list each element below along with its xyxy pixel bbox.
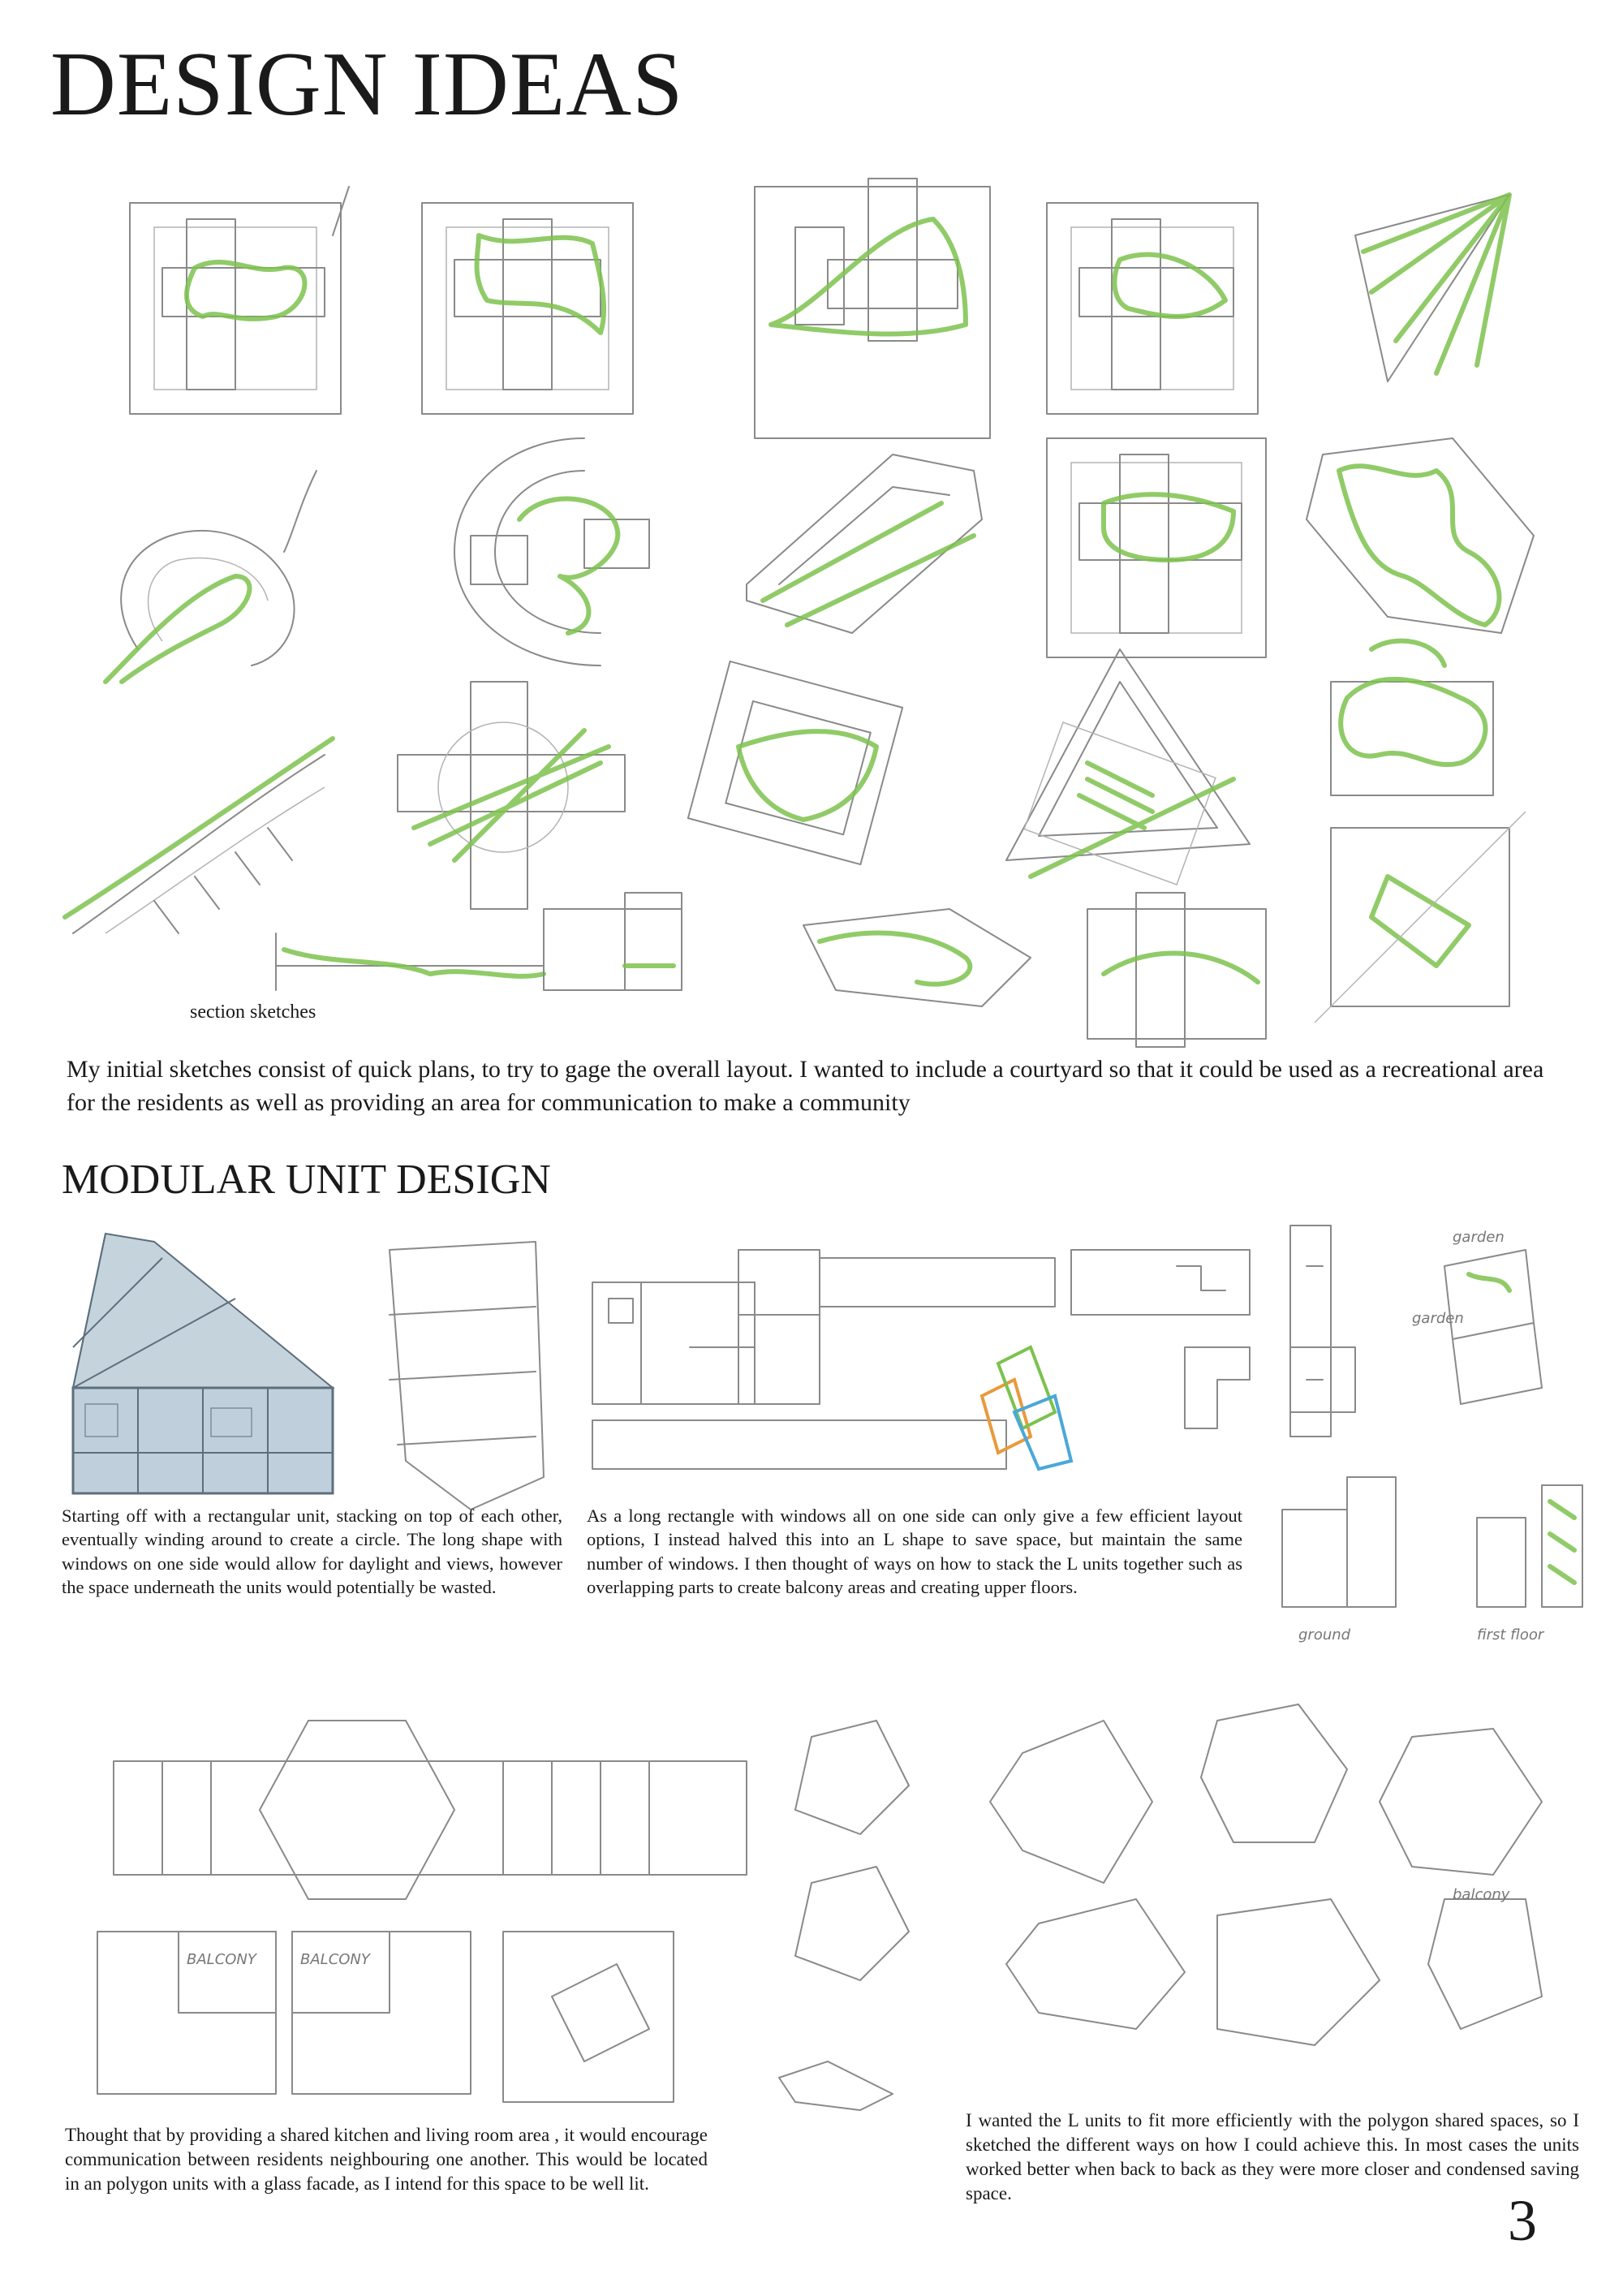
initial-plan-sketches bbox=[0, 0, 1623, 1047]
sketch-plan-6 bbox=[1087, 893, 1266, 1047]
ground-annotation: ground bbox=[1298, 1626, 1351, 1643]
sketch-spiral-1 bbox=[105, 471, 316, 682]
page-title: DESIGN IDEAS bbox=[50, 34, 684, 135]
sketch-angled-plan bbox=[803, 909, 1031, 1006]
l-stack-sketches bbox=[1185, 1347, 1355, 1428]
page-number: 3 bbox=[1508, 2188, 1537, 2253]
ground-floor-sketch bbox=[1282, 1477, 1396, 1643]
paragraph-shared-space: Thought that by providing a shared kitchen and living room area , it would encourage communication between residents neighbouring one another. This would be located in an polygon units with a glass facade, as I intend for this space to be well lit. bbox=[65, 2125, 708, 2194]
sketch-fan bbox=[1355, 195, 1509, 381]
rectangular-unit-fan-diagram bbox=[73, 1234, 333, 1493]
sketch-plan-3 bbox=[755, 179, 990, 438]
elevation-sketch bbox=[1290, 1226, 1331, 1437]
paragraph-l-shape-unit: As a long rectangle with windows all on one side can only give a few efficient layout options, I instead halved this into an L shape to save space, but maintain the same number of windows. I then thought of ways on how to stack the L units together such as overlapping parts to create balcony areas and creating upper floors. bbox=[587, 1506, 1242, 1597]
stacked-units-sketch bbox=[390, 1242, 544, 1510]
sketch-plan-5 bbox=[1047, 438, 1266, 657]
sketch-section-2 bbox=[544, 893, 682, 990]
sketch-diagonal-blob bbox=[1307, 438, 1534, 633]
sketch-cross-plan bbox=[398, 682, 625, 909]
sketch-site-plan bbox=[1315, 812, 1526, 1023]
sketch-blob-plan bbox=[1331, 641, 1493, 795]
section-title-modular: MODULAR UNIT DESIGN bbox=[62, 1157, 551, 1203]
balcony-annotation: BALCONY bbox=[187, 1951, 256, 1968]
garden-annotation: garden bbox=[1453, 1229, 1505, 1246]
balcony-plan-2 bbox=[292, 1932, 471, 2094]
sketch-triangle bbox=[1006, 649, 1250, 885]
garden-stack-sketch bbox=[1412, 1229, 1542, 1404]
unit-floor-plan bbox=[592, 1250, 820, 1404]
polygon-detail-sketch bbox=[503, 1932, 674, 2102]
stacked-l-units-color-diagram bbox=[982, 1347, 1071, 1469]
sketch-section-1 bbox=[276, 933, 544, 990]
first-floor-annotation: first floor bbox=[1477, 1626, 1544, 1643]
sketch-plan-4 bbox=[1047, 203, 1258, 414]
sketch-spiral-2 bbox=[454, 438, 649, 666]
section-sketches-caption: section sketches bbox=[190, 1002, 316, 1023]
modular-unit-illustrations bbox=[0, 1217, 1623, 1672]
balcony-small-annotation: balcony bbox=[1453, 1886, 1510, 1903]
sketch-plan-1 bbox=[130, 187, 349, 414]
paragraph-polygon-units: I wanted the L units to fit more efficiently with the polygon shared spaces, so I sketched the different ways on how I could achieve this. In most cases the units worked better when back to back as they were more closer and condensed saving space. bbox=[966, 2110, 1579, 2203]
shared-kitchen-plan bbox=[114, 1721, 747, 1899]
sketch-rotated-box bbox=[688, 661, 902, 864]
balcony-annotation-2: BALCONY bbox=[300, 1951, 370, 1968]
first-floor-sketch bbox=[1477, 1485, 1582, 1643]
balcony-plan-1 bbox=[97, 1932, 276, 2094]
l-unit-cluster-sketch bbox=[779, 2061, 893, 2110]
paragraph-rectangular-unit: Starting off with a rectangular unit, stacking on top of each other, eventually winding around to create a circle. The long shape with windows on one side would allow for daylight and views, however the space underneath the units would potentially be wasted. bbox=[62, 1506, 562, 1597]
sketch-curve-section bbox=[65, 739, 333, 933]
sketch-plan-2 bbox=[422, 203, 633, 414]
shared-space-illustrations bbox=[0, 1688, 1623, 2102]
sketch-angled-block bbox=[747, 454, 982, 633]
polygon-arrangement-sketches bbox=[795, 1704, 1542, 2045]
garden-annotation-2: garden bbox=[1412, 1310, 1464, 1327]
intro-paragraph: My initial sketches consist of quick plans, to try to gage the overall layout. I wanted to include a courtyard so that it could be used as a recreational area for the residents as well as providing an area for communication to make a community bbox=[67, 1056, 1544, 1116]
